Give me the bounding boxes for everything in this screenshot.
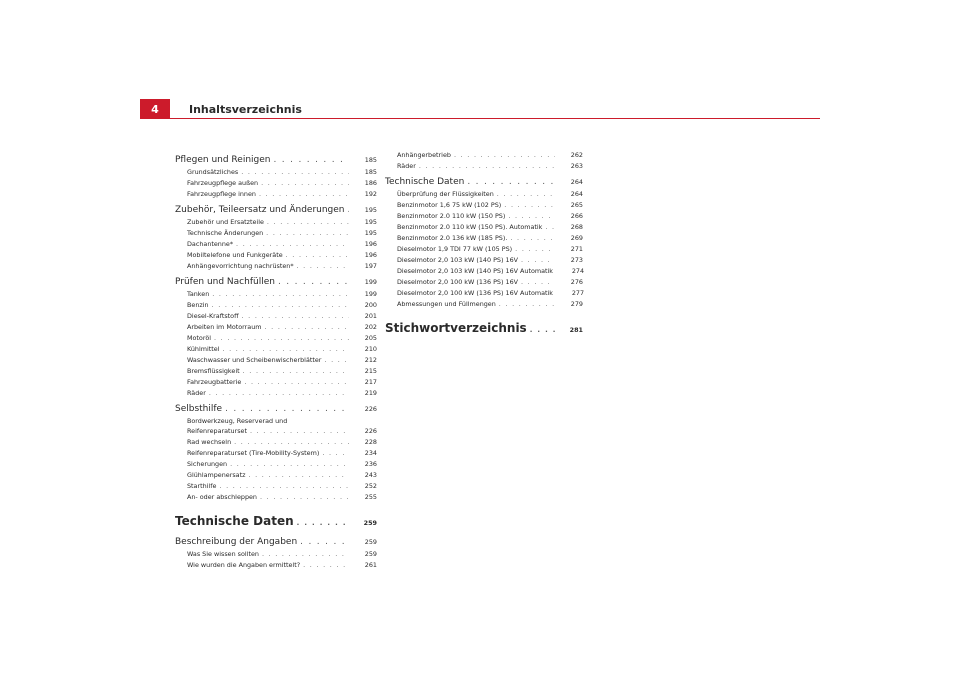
dot-leader bbox=[324, 355, 349, 366]
toc-entry-label: Glühlampenersatz bbox=[187, 471, 246, 479]
toc-entry-label: Benzinmotor 2.0 110 kW (150 PS). Automatik bbox=[397, 223, 543, 231]
toc-entry-label: Beschreibung der Angaben bbox=[175, 537, 298, 547]
toc-entry-sub[interactable] bbox=[175, 437, 377, 448]
dot-leader bbox=[261, 178, 349, 189]
toc-entry-label: Grundsätzliches bbox=[187, 168, 239, 176]
dot-leader bbox=[225, 402, 349, 416]
toc-entry-big[interactable] bbox=[175, 510, 377, 532]
toc-entry-label: Bordwerkzeug, Reserverad und bbox=[187, 417, 288, 425]
toc-entry-label: Fahrzeugbatterie bbox=[187, 378, 242, 386]
toc-entry-sub[interactable] bbox=[175, 366, 377, 377]
dot-leader bbox=[214, 333, 349, 344]
dot-leader bbox=[515, 244, 555, 255]
dot-leader bbox=[230, 459, 349, 470]
toc-entry-page-number: 215 bbox=[364, 367, 377, 375]
toc-entry-sub[interactable] bbox=[175, 377, 377, 388]
toc-entry-sub[interactable] bbox=[385, 255, 583, 266]
dot-leader bbox=[236, 239, 349, 250]
dot-leader bbox=[260, 492, 349, 503]
toc-entry-label: Stichwortverzeichnis bbox=[385, 321, 527, 335]
toc-entry-label: Dieselmotor 2,0 103 kW (140 PS) 16V bbox=[397, 256, 519, 264]
dot-leader bbox=[219, 481, 349, 492]
toc-entry-sub[interactable] bbox=[175, 333, 377, 344]
toc-entry-label: Bremsflüssigkeit bbox=[187, 367, 240, 375]
toc-entry-page-number: 243 bbox=[364, 471, 377, 479]
toc-entry-label: Benzinmotor 2.0 110 kW (150 PS) bbox=[397, 212, 506, 220]
toc-entry-page-number: 196 bbox=[364, 240, 377, 248]
dot-leader bbox=[521, 255, 555, 266]
toc-entry-sub[interactable] bbox=[175, 459, 377, 470]
dot-leader bbox=[300, 535, 349, 549]
toc-entry-page-number: 185 bbox=[364, 168, 377, 176]
toc-entry-page-number: 263 bbox=[570, 162, 583, 170]
dot-leader bbox=[510, 233, 555, 244]
toc-entry-sub[interactable] bbox=[175, 239, 377, 250]
toc-right-column bbox=[385, 150, 583, 340]
toc-entry-page-number: 276 bbox=[570, 278, 583, 286]
toc-entry-sub[interactable] bbox=[385, 266, 583, 277]
toc-entry-page-number: 195 bbox=[364, 218, 377, 226]
toc-entry-sub[interactable] bbox=[385, 288, 583, 299]
toc-entry-label: Anhängevorrichtung nachrüsten* bbox=[187, 262, 294, 270]
toc-entry-page-number: 196 bbox=[364, 251, 377, 259]
dot-leader bbox=[297, 261, 349, 272]
toc-entry-page-number: 273 bbox=[570, 256, 583, 264]
toc-entry-label: Zubehör und Ersatzteile bbox=[187, 218, 264, 226]
toc-entry-sub[interactable] bbox=[175, 189, 377, 200]
toc-entry-page-number: 192 bbox=[364, 190, 377, 198]
toc-entry-sub[interactable] bbox=[385, 299, 583, 310]
toc-entry-label: An- oder abschleppen bbox=[187, 493, 257, 501]
toc-entry-label: Selbsthilfe bbox=[175, 404, 223, 414]
toc-entry-page-number: 212 bbox=[364, 356, 377, 364]
toc-entry-page-number: 268 bbox=[570, 223, 583, 231]
toc-entry-label: Räder bbox=[187, 389, 206, 397]
toc-entry-chapter[interactable] bbox=[175, 535, 377, 549]
toc-entry-label: Prüfen und Nachfüllen bbox=[175, 277, 275, 287]
dot-leader bbox=[297, 512, 349, 534]
toc-entry-sub[interactable] bbox=[175, 344, 377, 355]
toc-entry-label: Motoröl bbox=[187, 334, 212, 342]
toc-entry-sub[interactable] bbox=[175, 217, 377, 228]
toc-entry-label: Reifenreparaturset bbox=[187, 427, 247, 435]
dot-leader bbox=[499, 299, 555, 310]
toc-entry-label: Anhängerbetrieb bbox=[397, 151, 451, 159]
toc-left-column bbox=[175, 150, 377, 571]
toc-entry-page-number: 201 bbox=[364, 312, 377, 320]
toc-entry-label: Diesel-Kraftstoff bbox=[187, 312, 239, 320]
toc-entry-page-number: 262 bbox=[570, 151, 583, 159]
toc-entry-sub[interactable] bbox=[175, 178, 377, 189]
toc-entry-wrap[interactable] bbox=[175, 416, 377, 426]
toc-entry-label: Kühlmittel bbox=[187, 345, 220, 353]
toc-entry-sub[interactable] bbox=[385, 150, 583, 161]
toc-entry-page-number: 264 bbox=[570, 190, 583, 198]
toc-entry-chapter[interactable] bbox=[175, 153, 377, 167]
dot-leader bbox=[267, 217, 349, 228]
toc-entry-page-number: 277 bbox=[571, 289, 585, 297]
toc-entry-label: Räder bbox=[397, 162, 416, 170]
toc-entry-label: Dieselmotor 2,0 103 kW (140 PS) 16V Automatik bbox=[397, 267, 554, 275]
toc-entry-label: Pflegen und Reinigen bbox=[175, 155, 271, 165]
toc-entry-sub[interactable] bbox=[385, 244, 583, 255]
dot-leader bbox=[454, 150, 555, 161]
toc-entry-sub[interactable] bbox=[175, 289, 377, 300]
dot-leader bbox=[504, 200, 555, 211]
toc-entry-label: Arbeiten im Motorraum bbox=[187, 323, 262, 331]
page-header bbox=[140, 99, 820, 119]
dot-leader bbox=[234, 437, 349, 448]
toc-entry-label: Dachantenne* bbox=[187, 240, 234, 248]
toc-entry-page-number: 236 bbox=[364, 460, 377, 468]
toc-entry-sub[interactable] bbox=[385, 277, 583, 288]
toc-entry-label: Fahrzeugpflege innen bbox=[187, 190, 256, 198]
toc-entry-label: Was Sie wissen sollten bbox=[187, 550, 259, 558]
toc-entry-label: Technische Daten bbox=[385, 177, 465, 187]
dot-leader bbox=[243, 366, 349, 377]
header-divider bbox=[170, 118, 820, 119]
toc-entry-sub[interactable] bbox=[385, 211, 583, 222]
dot-leader bbox=[278, 275, 349, 289]
toc-entry-chapter[interactable] bbox=[175, 402, 377, 416]
toc-entry-page-number: 234 bbox=[364, 449, 377, 457]
toc-entry-label: Dieselmotor 2,0 100 kW (136 PS) 16V bbox=[397, 278, 519, 286]
dot-leader bbox=[545, 222, 555, 233]
toc-entry-page-number: 199 bbox=[364, 290, 377, 298]
toc-entry-page-number: 281 bbox=[569, 326, 583, 334]
toc-entry-page-number: 199 bbox=[364, 278, 377, 286]
toc-entry-sub[interactable] bbox=[175, 492, 377, 503]
dot-leader bbox=[508, 211, 555, 222]
toc-entry-sub[interactable] bbox=[175, 322, 377, 333]
toc-entry-sub[interactable] bbox=[175, 311, 377, 322]
toc-entry-label: Sicherungen bbox=[187, 460, 228, 468]
dot-leader bbox=[303, 560, 349, 571]
toc-entry-label: Dieselmotor 2,0 100 kW (136 PS) 16V Automatik bbox=[397, 289, 554, 297]
toc-entry-label: Starthilfe bbox=[187, 482, 217, 490]
toc-entry-label: Rad wechseln bbox=[187, 438, 232, 446]
toc-entry-sub[interactable] bbox=[385, 233, 583, 244]
toc-entry-sub[interactable] bbox=[175, 481, 377, 492]
toc-entry-page-number: 228 bbox=[364, 438, 377, 446]
toc-entry-page-number: 217 bbox=[364, 378, 377, 386]
toc-entry-page-number: 264 bbox=[570, 178, 583, 186]
dot-leader bbox=[286, 250, 349, 261]
toc-entry-chapter[interactable] bbox=[175, 203, 377, 217]
toc-entry-page-number: 274 bbox=[571, 267, 585, 275]
dot-leader bbox=[530, 319, 555, 341]
toc-entry-label: Benzinmotor 1,6 75 kW (102 PS) bbox=[397, 201, 502, 209]
dot-leader bbox=[244, 377, 349, 388]
toc-entry-page-number: 186 bbox=[364, 179, 377, 187]
toc-entry-page-number: 202 bbox=[364, 323, 377, 331]
toc-entry-page-number: 279 bbox=[570, 300, 583, 308]
toc-entry-sub[interactable] bbox=[175, 549, 377, 560]
dot-leader bbox=[222, 344, 349, 355]
toc-entry-sub[interactable] bbox=[175, 300, 377, 311]
dot-leader bbox=[241, 167, 349, 178]
dot-leader bbox=[419, 161, 555, 172]
toc-entry-page-number: 259 bbox=[364, 550, 377, 558]
toc-entry-page-number: 200 bbox=[364, 301, 377, 309]
dot-leader bbox=[348, 203, 349, 217]
toc-entry-sub[interactable] bbox=[175, 355, 377, 366]
toc-entry-sub[interactable] bbox=[385, 222, 583, 233]
toc-entry-sub[interactable] bbox=[175, 426, 377, 437]
dot-leader bbox=[497, 189, 555, 200]
toc-entry-page-number: 259 bbox=[364, 538, 377, 546]
toc-entry-sub[interactable] bbox=[175, 560, 377, 571]
dot-leader bbox=[242, 311, 350, 322]
toc-entry-sub[interactable] bbox=[385, 161, 583, 172]
toc-entry-page-number: 269 bbox=[570, 234, 583, 242]
toc-entry-label: Dieselmotor 1,9 TDI 77 kW (105 PS) bbox=[397, 245, 513, 253]
toc-entry-sub[interactable] bbox=[175, 167, 377, 178]
dot-leader bbox=[322, 448, 349, 459]
toc-entry-label: Wie wurden die Angaben ermittelt? bbox=[187, 561, 301, 569]
toc-entry-page-number: 210 bbox=[364, 345, 377, 353]
dot-leader bbox=[521, 277, 555, 288]
toc-entry-page-number: 197 bbox=[364, 262, 377, 270]
dot-leader bbox=[248, 470, 349, 481]
toc-entry-page-number: 265 bbox=[570, 201, 583, 209]
toc-entry-label: Zubehör, Teileersatz und Änderungen bbox=[175, 205, 345, 215]
dot-leader bbox=[262, 549, 349, 560]
toc-entry-label: Reifenreparaturset (Tire-Mobility-System) bbox=[187, 449, 320, 457]
toc-entry-sub[interactable] bbox=[175, 448, 377, 459]
toc-entry-page-number: 255 bbox=[364, 493, 377, 501]
toc-entry-sub[interactable] bbox=[175, 470, 377, 481]
toc-entry-page-number: 226 bbox=[364, 405, 377, 413]
toc-entry-page-number: 195 bbox=[364, 206, 377, 214]
toc-entry-chapter[interactable] bbox=[385, 175, 583, 189]
toc-entry-sub[interactable] bbox=[175, 261, 377, 272]
dot-leader bbox=[259, 189, 349, 200]
toc-entry-page-number: 219 bbox=[364, 389, 377, 397]
toc-entry-label: Mobiltelefone und Funkgeräte bbox=[187, 251, 283, 259]
toc-entry-page-number: 266 bbox=[570, 212, 583, 220]
toc-entry-sub[interactable] bbox=[175, 250, 377, 261]
toc-entry-sub[interactable] bbox=[175, 388, 377, 399]
toc-entry-page-number: 226 bbox=[364, 427, 377, 435]
toc-entry-page-number: 259 bbox=[363, 519, 377, 527]
toc-entry-label: Tanken bbox=[187, 290, 210, 298]
toc-entry-label: Überprüfung der Flüssigkeiten bbox=[397, 190, 494, 198]
toc-entry-label: Technische Daten bbox=[175, 514, 294, 528]
dot-leader bbox=[250, 426, 349, 437]
dot-leader bbox=[266, 228, 349, 239]
page-number-badge: 4 bbox=[140, 99, 170, 119]
toc-entry-label: Benzinmotor 2.0 136 kW (185 PS). bbox=[397, 234, 508, 242]
page-title: Inhaltsverzeichnis bbox=[189, 103, 302, 116]
dot-leader bbox=[273, 153, 349, 167]
toc-entry-page-number: 271 bbox=[570, 245, 583, 253]
toc-entry-label: Abmessungen und Füllmengen bbox=[397, 300, 496, 308]
dot-leader bbox=[212, 289, 349, 300]
toc-entry-page-number: 252 bbox=[364, 482, 377, 490]
dot-leader bbox=[467, 175, 555, 189]
toc-entry-big[interactable] bbox=[385, 317, 583, 339]
toc-entry-label: Technische Änderungen bbox=[187, 229, 264, 237]
toc-entry-chapter[interactable] bbox=[175, 275, 377, 289]
toc-entry-label: Benzin bbox=[187, 301, 209, 309]
dot-leader bbox=[209, 388, 349, 399]
toc-entry-page-number: 261 bbox=[364, 561, 377, 569]
toc-entry-sub[interactable] bbox=[385, 200, 583, 211]
toc-entry-sub[interactable] bbox=[385, 189, 583, 200]
toc-entry-label: Waschwasser und Scheibenwischerblätter bbox=[187, 356, 322, 364]
toc-entry-label: Fahrzeugpflege außen bbox=[187, 179, 259, 187]
dot-leader bbox=[212, 300, 349, 311]
toc-entry-sub[interactable] bbox=[175, 228, 377, 239]
dot-leader bbox=[265, 322, 350, 333]
toc-entry-page-number: 205 bbox=[364, 334, 377, 342]
toc-entry-page-number: 185 bbox=[364, 156, 377, 164]
toc-entry-page-number: 195 bbox=[364, 229, 377, 237]
